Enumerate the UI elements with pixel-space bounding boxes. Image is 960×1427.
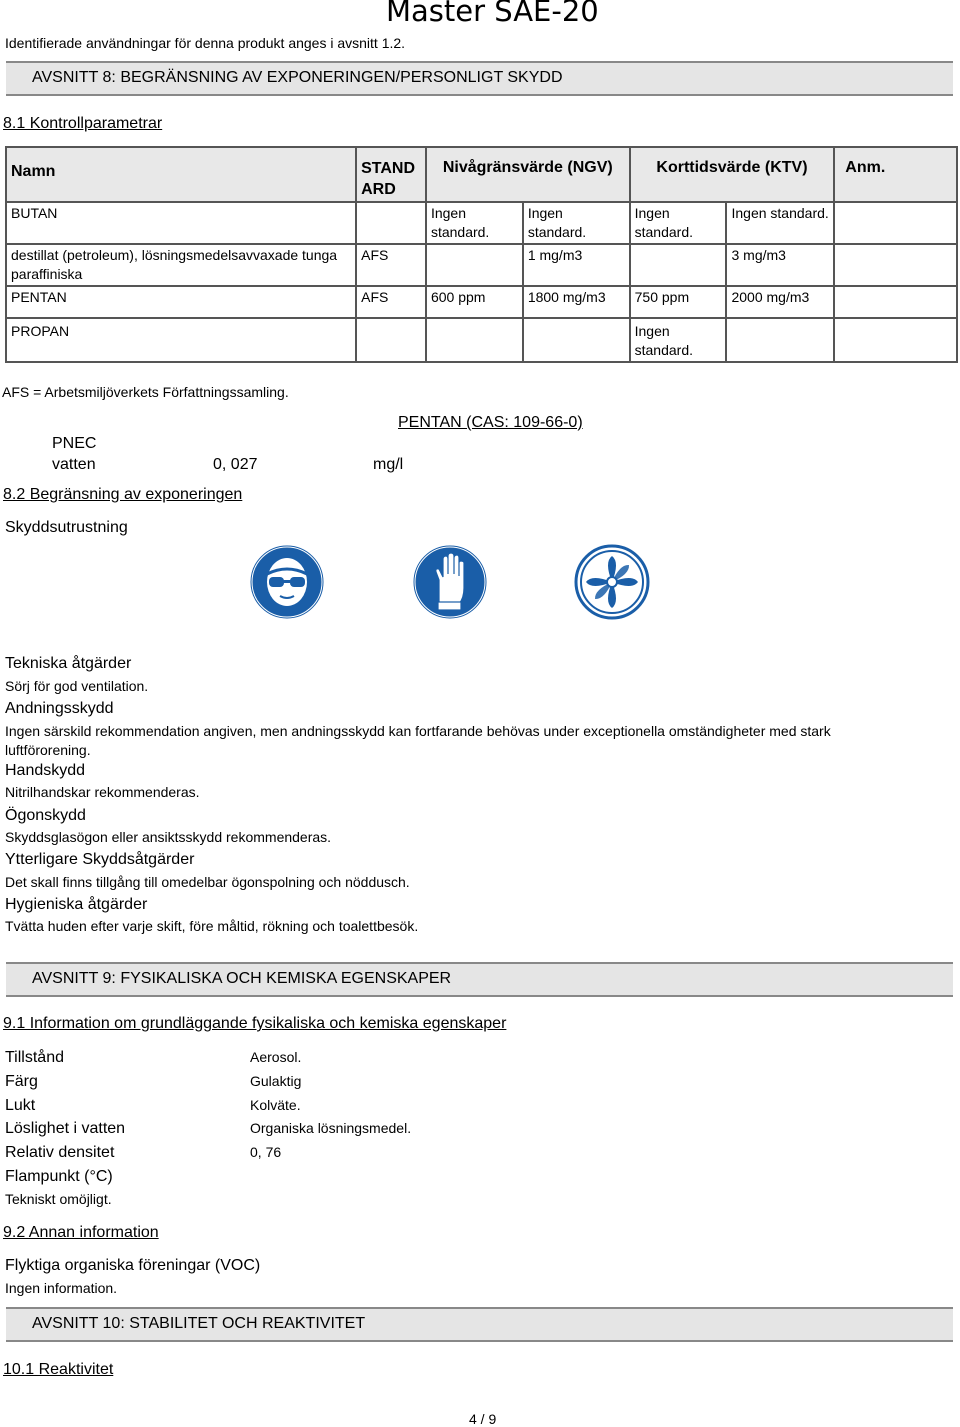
- pnec-substance: PENTAN (CAS: 109-66-0): [398, 414, 583, 431]
- gloves-mandatory-icon: [412, 544, 488, 620]
- cell-ktv-2: 2000 mg/m3: [726, 286, 834, 318]
- cell-ngv-2: [523, 318, 630, 362]
- cell-name: destillat (petroleum), lösningsmedelsavvaxade tunga paraffiniska: [6, 244, 356, 286]
- cell-ktv-2: 3 mg/m3: [726, 244, 834, 286]
- cell-ktv-1: [630, 244, 727, 286]
- section-9-heading: [6, 962, 953, 997]
- respiratory-protection-title: Andningsskydd: [5, 700, 114, 717]
- hygiene-measures-text: Tvätta huden efter varje skift, före måltid, rökning och toalettbesök.: [5, 918, 419, 934]
- cell-standard: AFS: [356, 286, 426, 318]
- property-value-color: Gulaktig: [250, 1073, 302, 1089]
- cell-ngv-1: 600 ppm: [426, 286, 523, 318]
- cell-standard: [356, 202, 426, 244]
- goggles-mandatory-icon: [249, 544, 325, 620]
- additional-measures-text: Det skall finns tillgång till omedelbar ögonspolning och nöddusch.: [5, 874, 410, 890]
- pnec-label: PNEC: [52, 435, 97, 452]
- cell-ngv-1: [426, 244, 523, 286]
- cell-ktv-1: Ingen standard.: [630, 318, 727, 362]
- cell-name: PROPAN: [6, 318, 356, 362]
- table-row: [6, 318, 957, 362]
- property-label-flashpoint: Flampunkt (°C): [5, 1168, 113, 1185]
- cell-standard: [356, 318, 426, 362]
- section-8-heading-text: AVSNITT 8: BEGRÄNSNING AV EXPONERINGEN/PERSONLIGT SKYDD: [32, 69, 563, 86]
- table-row: [6, 202, 957, 244]
- control-parameters-table: [5, 146, 958, 363]
- hygiene-measures-title: Hygieniska åtgärder: [5, 896, 148, 913]
- technical-measures-title: Tekniska åtgärder: [5, 655, 132, 672]
- table-row: [6, 286, 957, 318]
- voc-label: Flyktiga organiska föreningar (VOC): [5, 1257, 261, 1274]
- section-9-heading-text: AVSNITT 9: FYSIKALISKA OCH KEMISKA EGENSKAPER: [32, 970, 452, 987]
- column-header-anm: Anm.: [834, 147, 957, 202]
- property-label-state: Tillstånd: [5, 1049, 64, 1066]
- cell-anm: [834, 318, 957, 362]
- cell-ktv-2: Ingen standard.: [726, 202, 834, 244]
- pnec-medium: vatten: [52, 456, 96, 473]
- cell-ngv-2: Ingen standard.: [523, 202, 630, 244]
- cell-ktv-2: [726, 318, 834, 362]
- voc-value: Ingen information.: [5, 1280, 118, 1296]
- property-label-density: Relativ densitet: [5, 1144, 115, 1161]
- column-header-standard: STAND ARD: [356, 147, 426, 202]
- document-title: Master SAE-20: [386, 0, 599, 28]
- column-header-name: Namn: [6, 147, 356, 202]
- property-value-state: Aerosol.: [250, 1049, 302, 1065]
- subsection-8-2-title: 8.2 Begränsning av exponeringen: [3, 486, 243, 503]
- cell-ktv-1: 750 ppm: [630, 286, 727, 318]
- eye-protection-title: Ögonskydd: [5, 807, 86, 824]
- cell-ngv-1: [426, 318, 523, 362]
- cell-anm: [834, 202, 957, 244]
- subsection-8-1-title: 8.1 Kontrollparametrar: [3, 115, 163, 132]
- column-header-ngv: Nivågränsvärde (NGV): [426, 147, 630, 202]
- hand-protection-title: Handskydd: [5, 762, 86, 779]
- section-10-heading-text: AVSNITT 10: STABILITET OCH REAKTIVITET: [32, 1315, 366, 1332]
- property-value-odor: Kolväte.: [250, 1097, 301, 1113]
- subsection-9-2-title: 9.2 Annan information: [3, 1224, 159, 1241]
- property-label-solubility: Löslighet i vatten: [5, 1120, 126, 1137]
- additional-measures-title: Ytterligare Skyddsåtgärder: [5, 851, 195, 868]
- respiratory-protection-text-cont: luftförorening.: [5, 742, 91, 758]
- table-row: [6, 244, 957, 286]
- respiratory-protection-text: Ingen särskild rekommendation angiven, men andningsskydd kan fortfarande behövas under exceptionella omständigheter med stark: [5, 723, 831, 739]
- property-label-color: Färg: [5, 1073, 38, 1090]
- pnec-unit: mg/l: [373, 456, 404, 473]
- pnec-value: 0, 027: [213, 456, 258, 473]
- section-8-heading: [6, 61, 953, 96]
- cell-name: BUTAN: [6, 202, 356, 244]
- section-10-heading: [6, 1307, 953, 1342]
- cell-ngv-2: 1800 mg/m3: [523, 286, 630, 318]
- cell-standard: AFS: [356, 244, 426, 286]
- cell-anm: [834, 244, 957, 286]
- protective-equipment-label: Skyddsutrustning: [5, 519, 128, 536]
- subsection-10-1-title: 10.1 Reaktivitet: [3, 1361, 114, 1378]
- cell-ktv-1: Ingen standard.: [630, 202, 727, 244]
- afs-note: AFS = Arbetsmiljöverkets Författningssamling.: [2, 384, 289, 400]
- property-value-density: 0, 76: [250, 1144, 282, 1160]
- property-label-odor: Lukt: [5, 1097, 36, 1114]
- cell-ngv-2: 1 mg/m3: [523, 244, 630, 286]
- subsection-9-1-title: 9.1 Information om grundläggande fysikaliska och kemiska egenskaper: [3, 1015, 507, 1032]
- cell-anm: [834, 286, 957, 318]
- eye-protection-text: Skyddsglasögon eller ansiktsskydd rekommenderas.: [5, 829, 332, 845]
- identified-uses-text: Identifierade användningar för denna produkt anges i avsnitt 1.2.: [5, 35, 406, 51]
- page-number: 4 / 9: [469, 1411, 497, 1427]
- property-value-solubility: Organiska lösningsmedel.: [250, 1120, 412, 1136]
- cell-ngv-1: Ingen standard.: [426, 202, 523, 244]
- ventilation-fan-icon: [574, 544, 650, 620]
- technical-measures-text: Sörj för god ventilation.: [5, 678, 149, 694]
- column-header-ktv: Korttidsvärde (KTV): [630, 147, 835, 202]
- hand-protection-text: Nitrilhandskar rekommenderas.: [5, 784, 200, 800]
- property-value-flashpoint: Tekniskt omöjligt.: [5, 1191, 112, 1207]
- cell-name: PENTAN: [6, 286, 356, 318]
